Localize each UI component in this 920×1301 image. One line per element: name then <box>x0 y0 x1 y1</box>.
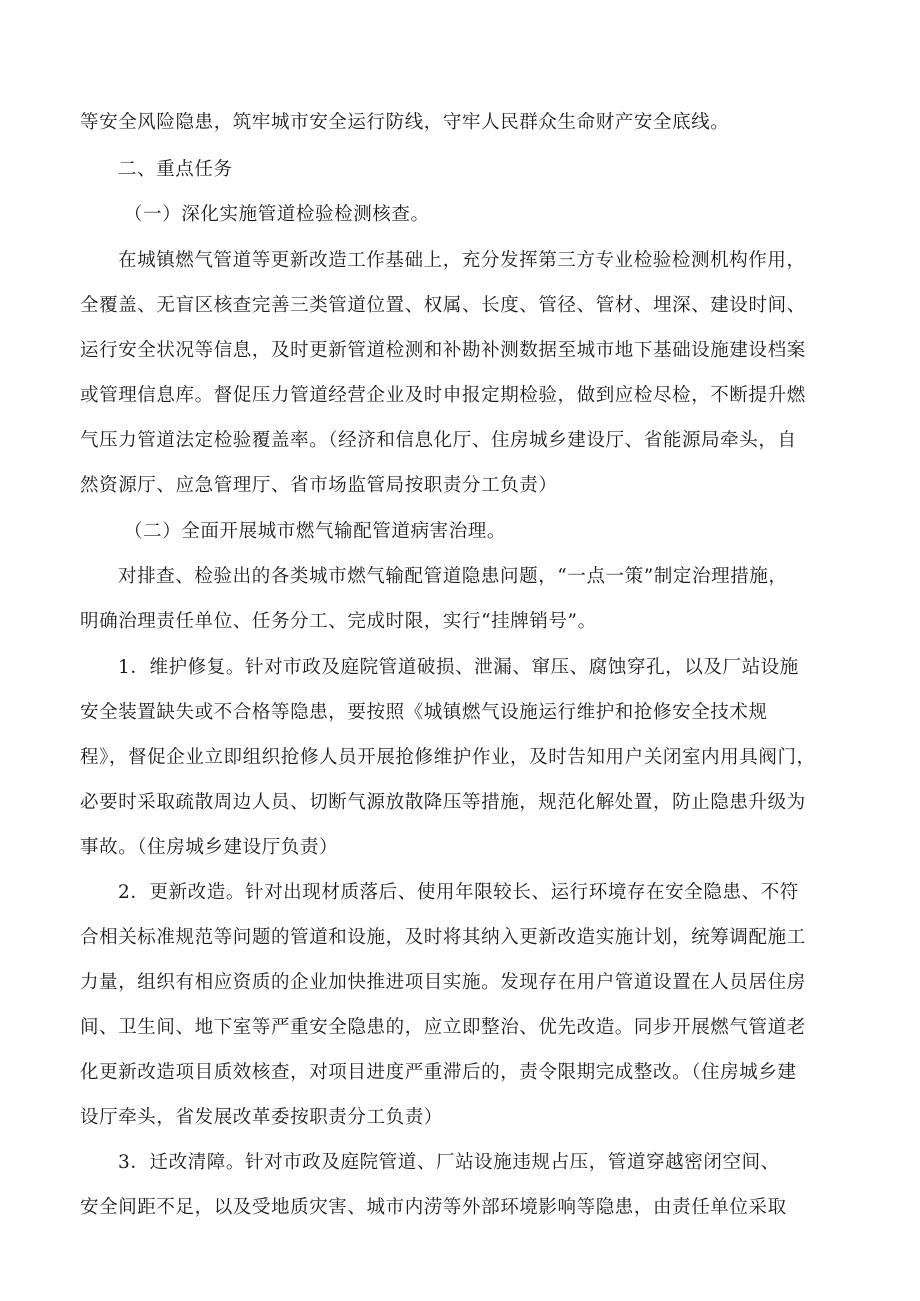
paragraph-line: 或管理信息库。督促压力管道经营企业及时申报定期检验，做到应检尽检，不断提升燃 <box>80 385 806 406</box>
paragraph-line: 2．更新改造。针对出现材质落后、使用年限较长、运行环境存在安全隐患、不符 <box>118 882 799 903</box>
paragraph-line: 化更新改造项目质效核查，对项目进度严重滞后的，责令限期完成整改。（住房城乡建 <box>80 1062 797 1083</box>
paragraph-line: 等安全风险隐患，筑牢城市安全运行防线，守牢人民群众生命财产安全底线。 <box>80 112 730 133</box>
paragraph-line: 设厅牵头，省发展改革委按职责分工负责） <box>80 1107 443 1128</box>
paragraph-line: 对排查、检验出的各类城市燃气输配管道隐患问题，“一点一策”制定治理措施， <box>118 566 788 587</box>
subsection-heading: （二）全面开展城市燃气输配管道病害治理。 <box>124 521 507 542</box>
paragraph-line: 1．维护修复。针对市政及庭院管道破损、泄漏、窜压、腐蚀穿孔，以及厂站设施 <box>118 657 799 678</box>
paragraph-line: 然资源厅、应急管理厅、省市场监管局按职责分工负责） <box>80 475 558 496</box>
paragraph-line: 安全装置缺失或不合格等隐患，要按照《城镇燃气设施运行维护和抢修安全技术规 <box>80 702 768 723</box>
subsection-heading: （一）深化实施管道检验检测核查。 <box>124 204 430 225</box>
paragraph-line: 事故。（住房城乡建设厅负责） <box>80 837 339 858</box>
paragraph-line: 气压力管道法定检验覆盖率。（经济和信息化厅、住房城乡建设厅、省能源局牵头，自 <box>80 430 797 451</box>
paragraph-line: 程》，督促企业立即组织抢修人员开展抢修维护作业，及时告知用户关闭室内用具阀门， <box>80 747 816 768</box>
paragraph-line: 力量，组织有相应资质的企业加快推进项目实施。发现存在用户管道设置在人员居住房 <box>80 972 806 993</box>
paragraph-line: 在城镇燃气管道等更新改造工作基础上，充分发挥第三方专业检验检测机构作用， <box>118 250 806 271</box>
paragraph-line: 安全间距不足，以及受地质灾害、城市内涝等外部环境影响等隐患，由责任单位采取 <box>80 1197 787 1218</box>
paragraph-line: 必要时采取疏散周边人员、切断气源放散降压等措施，规范化解处置，防止隐患升级为 <box>80 792 806 813</box>
paragraph-line: 明确治理责任单位、任务分工、完成时限，实行“挂牌销号”。 <box>80 611 597 632</box>
paragraph-line: 运行安全状况等信息，及时更新管道检测和补勘补测数据至城市地下基础设施建设档案 <box>80 340 806 361</box>
paragraph-line: 间、卫生间、地下室等严重安全隐患的，应立即整治、优先改造。同步开展燃气管道老 <box>80 1017 806 1038</box>
paragraph-line: 合相关标准规范等问题的管道和设施，及时将其纳入更新改造实施计划，统筹调配施工 <box>80 927 806 948</box>
paragraph-line: 3．迁改清障。针对市政及庭院管道、厂站设施违规占压，管道穿越密闭空间、 <box>118 1152 780 1173</box>
section-heading: 二、重点任务 <box>118 159 233 180</box>
paragraph-line: 全覆盖、无盲区核查完善三类管道位置、权属、长度、管径、管材、埋深、建设时间、 <box>80 295 806 316</box>
